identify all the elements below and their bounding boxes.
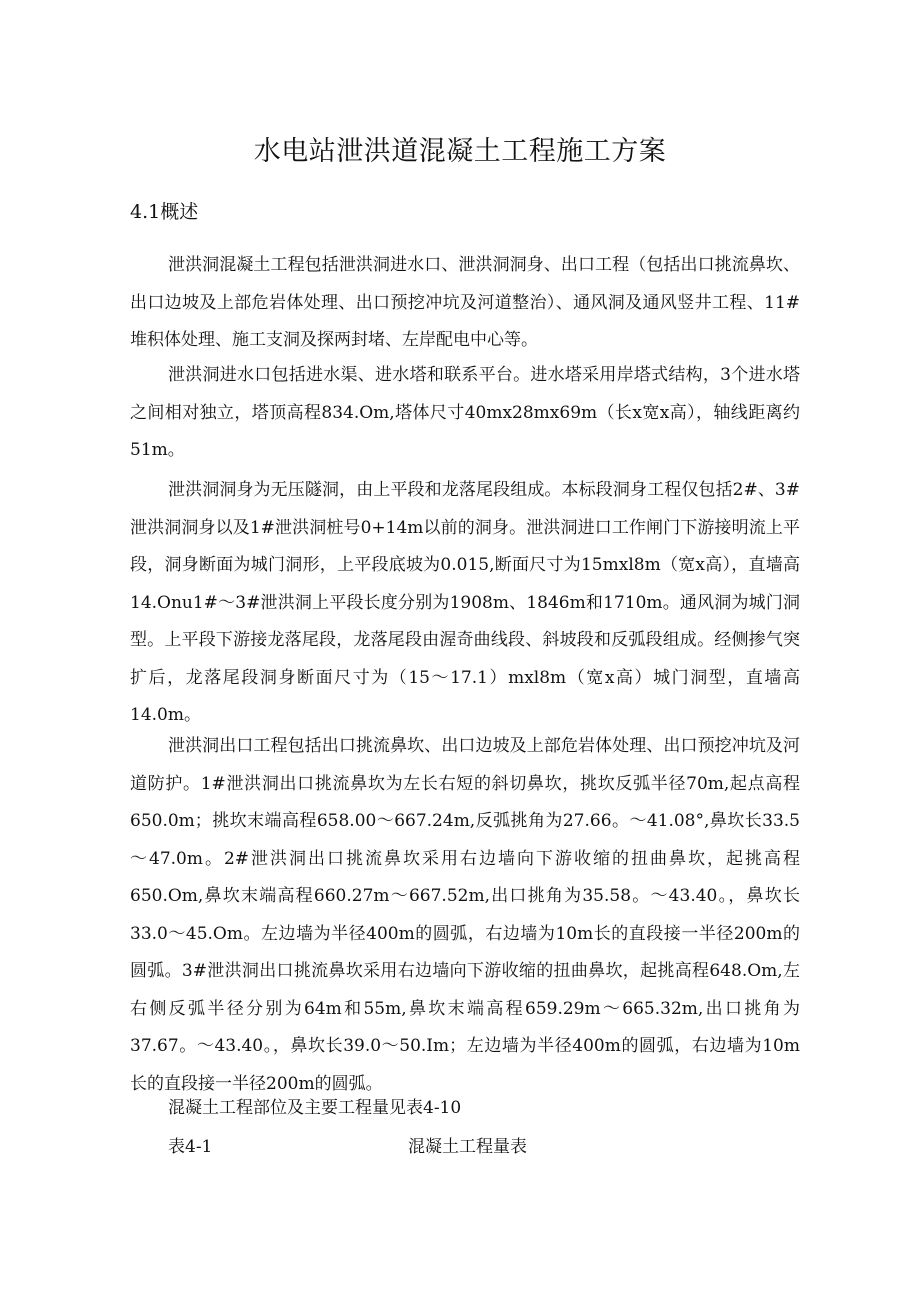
table-caption-title: 混凝土工程量表 (408, 1137, 527, 1157)
section-heading: 4.1概述 (130, 201, 199, 223)
paragraph-table-reference: 混凝土工程部位及主要工程量见表4-10 (168, 1098, 462, 1118)
paragraph-overview: 泄洪洞混凝土工程包括泄洪洞进水口、泄洪洞洞身、出口工程（包括出口挑流鼻坎、出口边坡及上部危岩体处理、出口预挖冲坑及河道整治）、通风洞及通风竖井工程、11#堆积体处理、施工支洞及探两封堵、左岸配电中心等。 (130, 255, 800, 350)
table-caption-label: 表4-1 (168, 1137, 213, 1157)
paragraph-outlet: 泄洪洞出口工程包括出口挑流鼻坎、出口边坡及上部危岩体处理、出口预挖冲坑及河道防护。1#泄洪洞出口挑流鼻坎为左长右短的斜切鼻坎，挑坎反弧半径70m,起点高程650.0m；挑坎末端高程658.00～667.24m,反弧挑角为27.66。～41.08°,鼻坎长33.5～47.0m。2#泄洪洞出口挑流鼻坎采用右边墙向下游收缩的扭曲鼻坎，起挑高程650.Om,鼻坎末端高程660.27m～667.52m,出口挑角为35.58。～43.40。，鼻坎长33.0～45.Om。左边墙为半径400m的圆弧，右边墙为10m长的直段接一半径200m的圆弧。3#泄洪洞出口挑流鼻坎采用右边墙向下游收缩的扭曲鼻坎，起挑高程648.Om,左右侧反弧半径分别为64m和55m,鼻坎末端高程659.29m～665.32m,出口挑角为37.67。～43.40。，鼻坎长39.0～50.Im；左边墙为半径400m的圆弧，右边墙为10m长的直段接一半径200m的圆弧。 (130, 736, 800, 1094)
paragraph-tunnel-body: 泄洪洞洞身为无压隧洞，由上平段和龙落尾段组成。本标段洞身工程仅包括2#、3#泄洪洞洞身以及1#泄洪洞桩号0+14m以前的洞身。泄洪洞进口工作闸门下游接明流上平段，洞身断面为城门洞形，上平段底坡为0.015,断面尺寸为15mxl8m（宽x高），直墙高14.Onu1#～3#泄洪洞上平段长度分别为1908m、1846m和1710m。通风洞为城门洞型。上平段下游接龙落尾段，龙落尾段由渥奇曲线段、斜坡段和反弧段组成。经侧掺气突扩后，龙落尾段洞身断面尺寸为（15～17.1）mxl8m（宽x高）城门洞型，直墙高14.0m。 (130, 480, 800, 725)
table-caption (168, 1131, 808, 1163)
document-title: 水电站泄洪道混凝土工程施工方案 (253, 136, 667, 167)
paragraph-intake: 泄洪洞进水口包括进水渠、进水塔和联系平台。进水塔采用岸塔式结构，3个进水塔之间相对独立，塔顶高程834.Om,塔体尺寸40mx28mx69m（长x宽x高），轴线距离约51m。 (130, 365, 800, 460)
